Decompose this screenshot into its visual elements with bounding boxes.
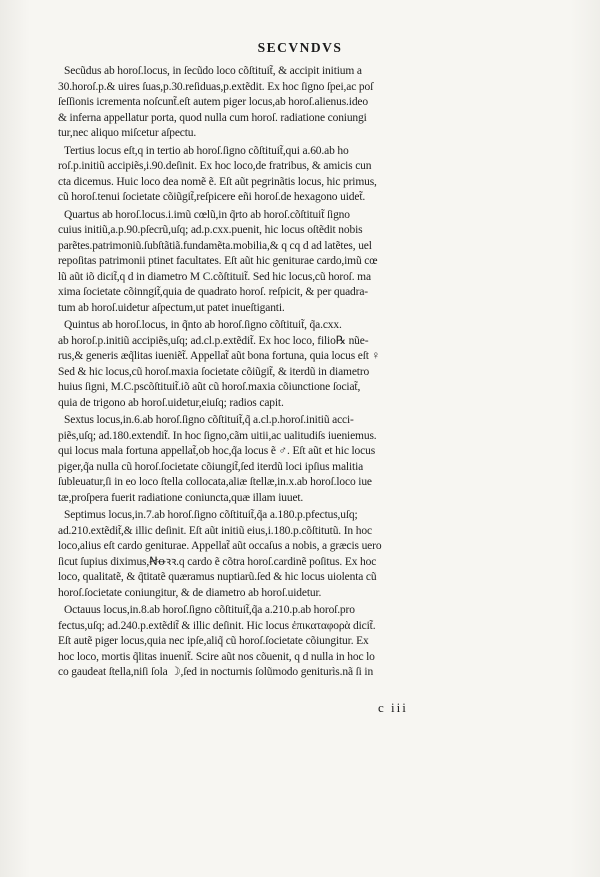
signature-mark: c iii (378, 700, 408, 715)
text-line: ſubleuatur,ſi in eo loco ſtella collocata,aliæ ſtellæ,in.x.ab horoſ.loco iue (58, 476, 372, 488)
text-line: hoc loco, mortis q̃litas inuenit̃. Scire aũt nos cõuenit, q d nulla in hoc lo (58, 650, 375, 663)
running-header: SECVNDVS (257, 40, 343, 55)
text-line: xima ſocietate cõinngit̃,quia de quadrato horoſ. reſpicit, & per quadra- (58, 286, 368, 298)
text-line: tæ,proſpera fuerit radiatione coniuncta,quæ illam iuuet. (58, 491, 304, 504)
paragraph (58, 603, 453, 681)
text-line: Tertius locus eſt,q in tertio ab horoſ.ſigno cõſtituit̃,qui a.60.ab ho (64, 144, 349, 157)
text-line: Sed & hic locus,cũ horoſ.maxia ſocietate cõiũgit̃, & iterdũ in diametro (58, 365, 370, 378)
text-line: parẽtes.patrimoniũ.ſubſtãtiã.fundamẽta.mobilia,& q cq d ad latẽtes, uel (58, 239, 372, 252)
text-line: Quintus ab horoſ.locus, in q̃nto ab horoſ.ſigno cõſtituit̃, q̃a.cxx. (64, 319, 342, 331)
text-line: cũ horoſ.tenui ſocietate cõiũgit̃,reſpicere eñi horoſ.de hexagono uidet̃. (58, 191, 366, 203)
text-line: piger,q̃a nulla cũ horoſ.ſocietate cõiungit̃,ſed iterdũ loci ipſius malitia (58, 460, 364, 473)
text-line: horoſ.ſocietate coniungitur, & de diametro ab horoſ.uidetur. (58, 586, 322, 599)
text-line: Eſt autẽ piger locus,quia nec ipſe,aliq̃ cũ horoſ.ſocietate cõiungitur. Ex (58, 635, 369, 647)
text-line: ad.210.extẽdit̃,& illic deſinit. Eſt aũt initiũ eius,i.180.p.cõſtitutũ. In hoc (58, 524, 372, 537)
text-line: piẽs,uſq; ad.180.extendit̃. In hoc ſigno,cãm uitii,ac ualitudiſs iueniemus. (58, 429, 377, 442)
text-line: lũ aũt iõ dicit̃,q d in diametro M C.cõſtituit̃. Sed hic locus,cũ horoſ. ma (58, 270, 371, 283)
text-line: loco,alius eſt cardo geniturae. Appellat̃ aũt occaſus a nobis, a græcis uero (58, 540, 382, 552)
text-line: fectus,uſq; ad.240.p.extẽdit̃ & illic deſinit. Hic locus ἐπικαταφορὰ dicit̃. (58, 619, 376, 632)
text-line: Septimus locus,in.7.ab horoſ.ſigno cõſtituit̃,q̃a a.180.p.pfectus,uſq; (64, 509, 358, 521)
text-line: Octauus locus,in.8.ab horoſ.ſigno cõſtituit̃,q̃a a.210.p.ab horoſ.pro (64, 604, 355, 616)
text-line: quia de trigono ab horoſ.uidetur,eiuſq; radios capit. (58, 396, 284, 409)
text-line: cuius initiũ,a.p.90.pſecrũ,uſq; ad.p.cxx.puenit, hic locus oſtẽdit nobis (58, 224, 363, 236)
text-line: ab horoſ.p.initiũ accipiẽs,uſq; ad.cl.p.extẽdit̃. Ex hoc loco, filio℞ nũe- (58, 334, 369, 347)
text-line: huius ſigni, M.C.pscõſtituit̃.iõ aũt cũ horoſ.maxia cõiunctione ſociat̃, (58, 381, 361, 393)
text-line: Quartus ab horoſ.locus.i.imũ cœlũ,in q̃rto ab horoſ.cõſtituit̃ ſigno (64, 208, 350, 221)
paragraph (58, 208, 453, 317)
text-line: tum ab horoſ.uidetur aſpectum,ut patet inueſtiganti. (58, 301, 285, 314)
paragraph (58, 144, 453, 206)
paragraph (58, 508, 453, 601)
text-line: Sextus locus,in.6.ab horoſ.ſigno cõſtituit̃,q̃ a.cl.p.horoſ.initiũ acci- (64, 414, 354, 426)
text-line: rus,& generis æq̃litas iueniẽt̃. Appellat̃ aũt bona fortuna, quia locus eſt ♀ (58, 350, 381, 362)
text-line: repoſitas patrimonii ptinet facultates. Eſt aũt hic geniturae cardo,imũ cœ (58, 255, 378, 267)
text-line: roſ.p.initiũ accipiẽs,i.90.deſinit. Ex hoc loco,de fratribus, & amicis cun (58, 160, 372, 172)
text-line: co gaudeat ſtella,niſi ſola ☽,ſed in nocturnis ſolũmodo geniturìs.nã ſi in (58, 666, 374, 678)
paragraph (58, 318, 453, 411)
text-line: qui locus mala fortuna appellat̃,ob hoc,q̃a locus ẽ ♂. Eſt aũt et hic locus (58, 445, 376, 457)
text-line: ſeſſionis icrementa noſcunt̃.eſt autem piger locus,ab horoſ.alienus.ideo (58, 96, 368, 108)
text-line: 30.horoſ.p.& uires ſuas,p.30.reſiduas,p.extẽdit. Ex hoc ſigno ſpei,ac poſ (58, 80, 374, 93)
text-line: cta dicemus. Huic loco dea nomẽ ẽ. Eſt aũt pegrinãtis locus, hic primus, (58, 175, 377, 188)
paragraph (58, 64, 453, 142)
text-line: tur,nec aliquo miſcetur aſpectu. (58, 127, 197, 139)
text-line: Secũdus ab horoſ.locus, in ſecũdo loco cõſtituit̃, & accipit initium a (64, 65, 362, 77)
paragraph (58, 413, 453, 506)
text-line: loco, qualitatẽ, & q̃titatẽ quæramus nuptiarũ.ſed & hic locus uiolenta cũ (58, 571, 377, 583)
text-line: ſicut ſupius diximus,Ꞥꝋꝛꝛ.q cardo ẽ cõtra horoſ.cardinẽ poſitus. Ex hoc (58, 555, 377, 568)
body-text (58, 64, 453, 683)
text-line: & inferna appellatur porta, quod nulla cum horoſ. radiatione coniungi (58, 111, 367, 124)
